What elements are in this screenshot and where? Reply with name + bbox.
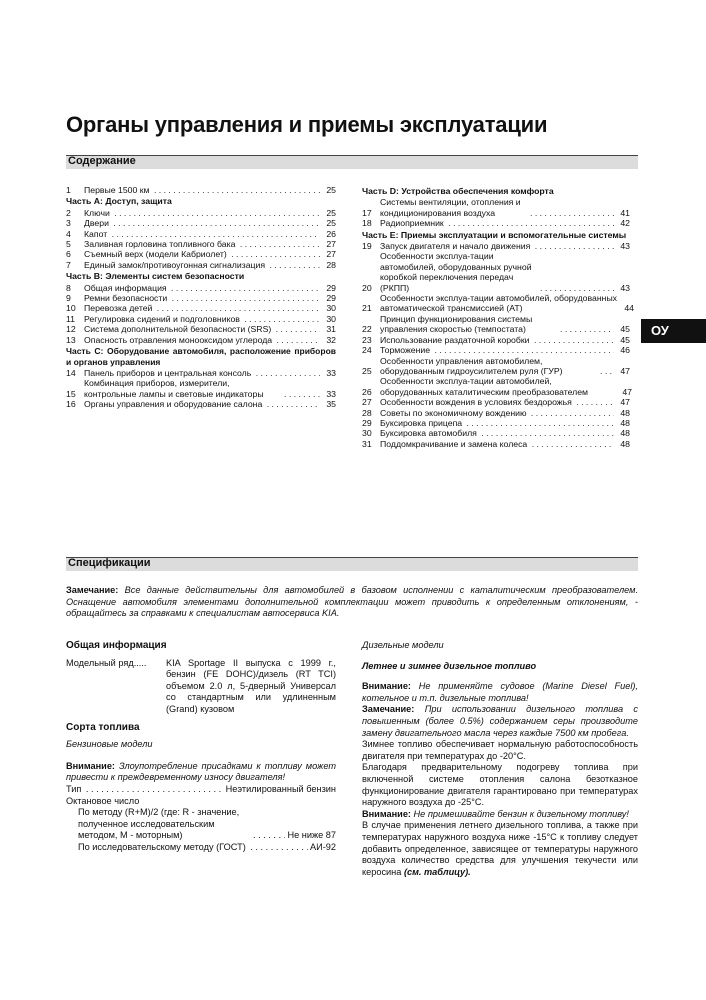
petrol-subheading: Бензиновые модели (66, 739, 153, 750)
contents-heading: Содержание (68, 155, 136, 167)
specs-note (66, 585, 638, 620)
toc-item[interactable]: 27 Особенности вождения в условиях бездорожья . . . 47 (362, 397, 630, 407)
octane-rm-row: По методу (R+M)/2 (где: R - значение, полученное исследовательским методом, М - моторным) . . . Не ниже 87 (66, 807, 336, 842)
diesel-paragraph-2: Благодаря предварительному подогреву топлива при включенной системе отопления салона безотказное функционирование двигателя гарантировано при температурах наружного воздуха до -25°С. (362, 762, 638, 808)
toc-item[interactable]: 1 Первые 1500 км . . . 25 (66, 185, 336, 195)
toc-item[interactable]: 16 Органы управления и оборудование салона . . . 35 (66, 399, 336, 409)
toc-item[interactable]: 13 Опасность отравления монооксидом углерода . . . 32 (66, 335, 336, 345)
specs-left-column (66, 640, 336, 854)
toc-item[interactable]: 19 Запуск двигателя и начало движения . . . 43 (362, 241, 630, 251)
toc-item[interactable]: 30 Буксировка автомобиля . . . 48 (362, 428, 630, 438)
toc-item[interactable]: 15 Комбинация приборов, измерители, контрольные лампы и световые индикаторы . . . 33 (66, 378, 336, 399)
model-label: Модельный ряд (66, 657, 134, 668)
toc-item[interactable]: 24 Торможение . . . 46 (362, 345, 630, 355)
diesel-warning-2: Внимание: Не примешивайте бензин к дизельному топливу! (362, 808, 629, 819)
toc-item[interactable]: 26 Особенности эксплуа-тации автомобилей, оборудованных каталитическим преобразователем 47 (362, 376, 632, 397)
toc-item[interactable]: 31 Поддомкрачивание и замена колеса . . . 48 (362, 439, 630, 449)
toc-part-heading: Часть D: Устройства обеспечения комфорта (362, 186, 554, 196)
page-title: Органы управления и приемы эксплуатации (66, 112, 548, 137)
toc-item[interactable]: 10 Перевозка детей . . . 30 (66, 303, 336, 313)
toc-item[interactable]: 12 Система дополнительной безопасности (SRS) . . . 31 (66, 324, 336, 334)
petrol-warning: Внимание: Злоупотребление присадками к топливу может привести к преждевременному износу двигателя! (66, 760, 336, 783)
toc-item[interactable]: 23 Использование раздаточной коробки . . . 45 (362, 335, 630, 345)
toc-item[interactable]: 11 Регулировка сидений и подголовников . . . 30 (66, 314, 336, 324)
diesel-paragraph-3: В случае применения летнего дизельного топлива, а также при температурах наружного воздуха ниже -15°С к топливу следует добавить определенное, зависящее от температуры наружного воздуха количество средства для улучшения текучести или керосина (см. таблицу). (362, 820, 638, 877)
specs-heading: Спецификации (68, 557, 151, 569)
toc-item[interactable]: 17 Системы вентиляции, отопления и кондиционирования воздуха . . . 41 (362, 197, 630, 218)
diesel-subheading: Дизельные модели (362, 640, 444, 650)
toc-part-heading: Часть Е: Приемы эксплуатации и вспомогательные системы (362, 229, 627, 240)
specs-right-column (362, 640, 638, 878)
toc-item[interactable]: 18 Радиоприемник . . . 42 (362, 218, 630, 228)
diesel-warning-1: Внимание: Не применяйте судовое (Marine Diesel Fuel), котельное и т.п. дизельные топлива! (362, 681, 638, 703)
model-row: Модельный ряд..... KIA Sportage II выпуска с 1999 г., бензин (FE DOHC)/дизель (RT TCI) объемом 2.0 л, 5-дверный Универсал со стандартным или удлиненным (Grand) кузовом (66, 657, 336, 714)
toc-item[interactable]: 22 Принцип функционирования системы управления скоростью (темпостата) . . . 45 (362, 314, 630, 335)
specs-header (66, 557, 638, 571)
toc-part-heading: Часть С: Оборудование автомобиля, расположение приборов и органов управления (66, 346, 336, 367)
toc-item[interactable]: 20 Особенности эксплуа-тации автомобилей, оборудованных ручной коробкой переключения передач (РКПП) . . . 43 (362, 251, 630, 293)
toc-item[interactable]: 21 Особенности эксплуа-тации автомобилей, оборудованных автоматической трансмиссией (АТ) 44 (362, 293, 634, 314)
type-row: Тип . . . Неэтилированный бензин (66, 784, 336, 796)
toc-part-heading: Часть А: Доступ, защита (66, 196, 172, 207)
note-text: Все данные действительны для автомобилей в базовом исполнении с каталитическим преобразователем. Оснащение автомобиля элементами дополнительной комплектации может приводить к определенным отклонениям, - обращайтесь за справками к специалистам автосервиса KIA. (66, 585, 639, 619)
diesel-paragraph-1: Зимнее топливо обеспечивает нормальную работоспособность двигателя при температурах до -20°С. (362, 739, 638, 761)
fuel-heading: Сорта топлива (66, 721, 140, 733)
toc-left-column (66, 185, 336, 410)
diesel-fuel-heading: Летнее и зимнее дизельное топливо (362, 660, 537, 671)
contents-header (66, 155, 638, 169)
toc-item[interactable]: 5 Заливная горловина топливного бака . . . 27 (66, 239, 336, 249)
toc-item[interactable]: 29 Буксировка прицепа . . . 48 (362, 418, 630, 428)
note-label: Замечание: (66, 585, 119, 595)
toc-item[interactable]: 8 Общая информация . . . 29 (66, 283, 336, 293)
table-reference[interactable]: (см. таблицу). (403, 866, 471, 877)
toc-item[interactable]: 28 Советы по экономичному вождению . . . 48 (362, 408, 630, 418)
toc-item[interactable]: 7 Единый замок/противоугонная сигнализация . . . 28 (66, 260, 336, 270)
toc-item[interactable]: 3 Двери . . . 25 (66, 218, 336, 228)
toc-item[interactable]: 14 Панель приборов и центральная консоль . . . 33 (66, 368, 336, 378)
toc-part-heading: Часть В: Элементы систем безопасности (66, 271, 245, 282)
toc-right-column (362, 185, 634, 449)
diesel-note: Замечание: При использовании дизельного топлива с повышенным (более 0.5%) содержанием серы производите замену двигательного масла через каждые 7500 км пробега. (362, 704, 638, 738)
toc-item[interactable]: 2 Ключи . . . 25 (66, 208, 336, 218)
model-value: KIA Sportage II выпуска с 1999 г., бензин (FE DOHC)/дизель (RT TCI) объемом 2.0 л, 5-дверный Универсал со стандартным или удлиненным (Grand) кузовом (166, 657, 336, 714)
toc-item[interactable]: 4 Капот . . . 26 (66, 229, 336, 239)
toc-item[interactable]: 6 Съемный верх (модели Кабриолет) . . . 27 (66, 249, 336, 259)
toc-item[interactable]: 25 Особенности управления автомобилем, оборудованным гидроусилителем руля (ГУР) . . . 47 (362, 356, 630, 377)
toc-item[interactable]: 9 Ремни безопасности . . . 29 (66, 293, 336, 303)
octane-label: Октановое число (66, 795, 140, 806)
chapter-tab-marker: ОУ (641, 319, 706, 343)
octane-gost-row: По исследовательскому методу (ГОСТ) . . . АИ-92 (66, 842, 336, 854)
general-heading: Общая информация (66, 640, 167, 651)
